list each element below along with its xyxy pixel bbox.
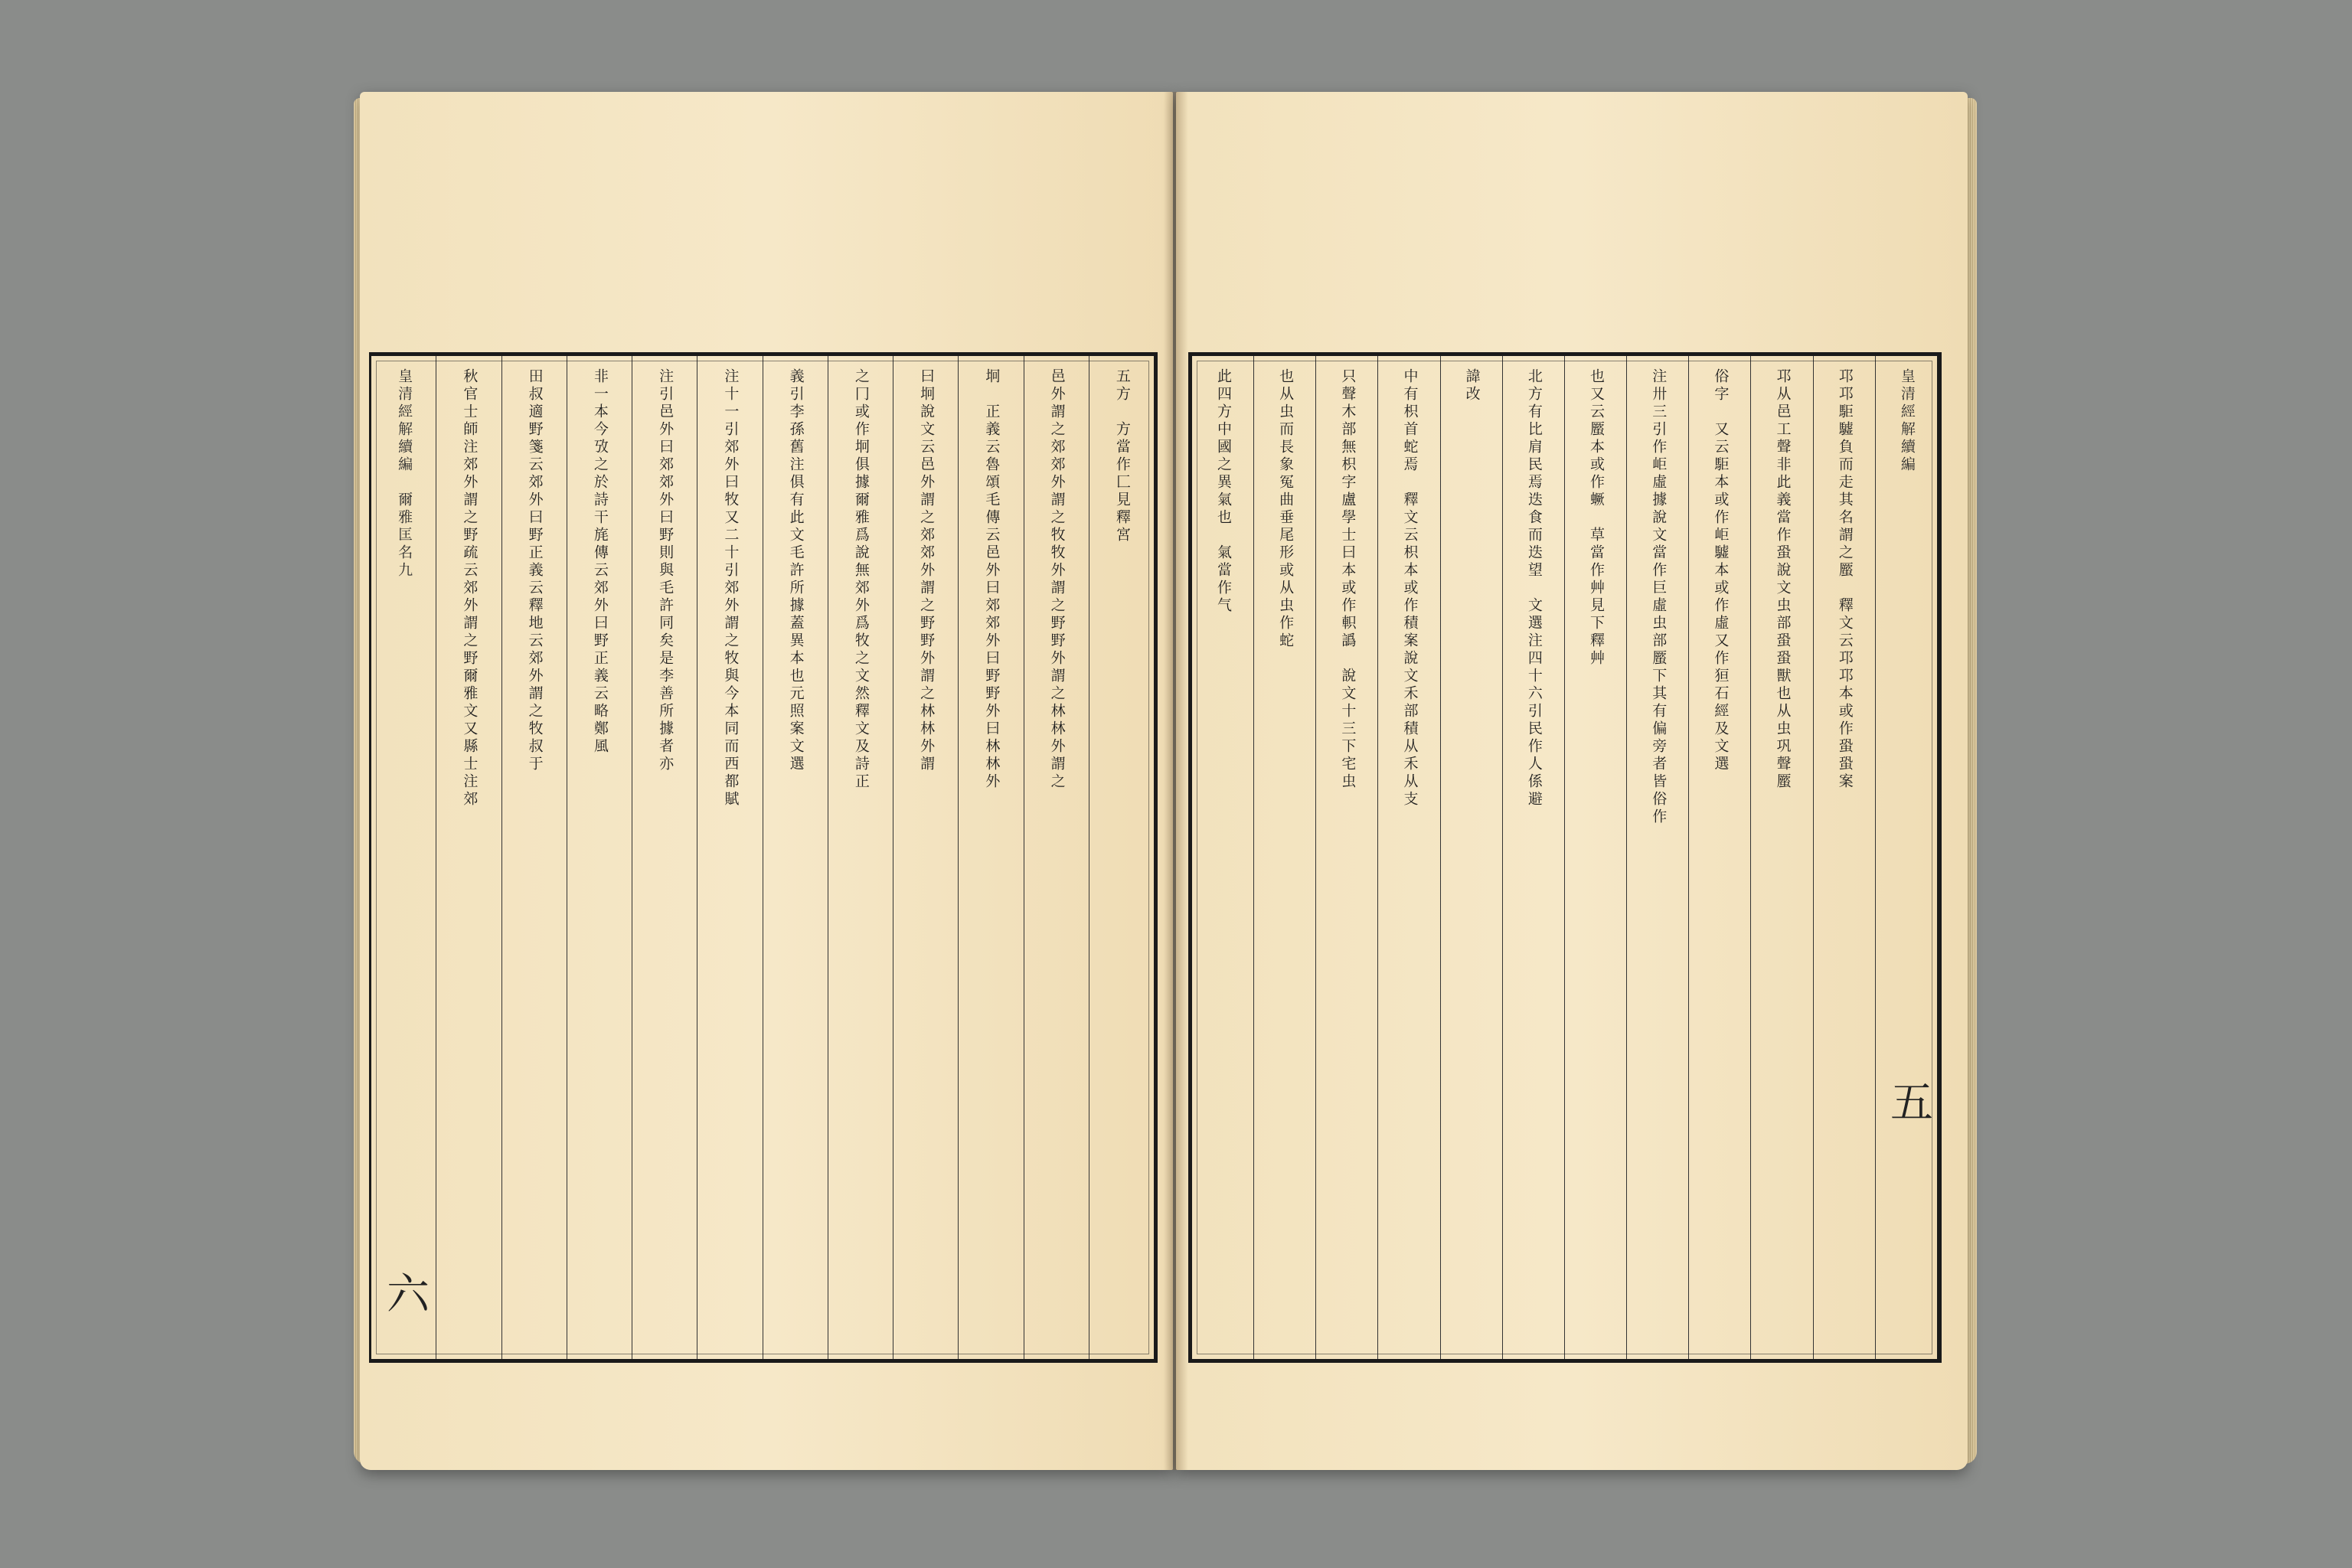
left-page-number: 六	[380, 1271, 430, 1314]
left-margin-subtitle-text: 爾雅匡名九	[396, 492, 413, 580]
left-col-7-text: 注十一引郊外曰牧又二十引郊外謂之牧與今本同而西都賦	[722, 368, 740, 808]
right-col-10-text: 也从虫而長象冤曲垂尾形或从虫作蛇	[1277, 368, 1295, 650]
left-col-3-text: 坰 正義云魯頌毛傳云邑外曰郊郊外曰野野外曰林林外	[983, 368, 1001, 791]
right-col-11-text: 此四方中國之異氣也 氣當作气	[1214, 368, 1232, 615]
right-col-3-text: 俗字 又云駏本或作岠驉本或作虛又作狟石經及文選	[1712, 368, 1730, 773]
right-col-5-text: 也又云蟨本或作蟩 草當作艸見下釋艸	[1588, 368, 1606, 668]
left-col-2	[1024, 356, 1089, 1359]
right-col-4-text: 注卅三引作岠虛據說文當作巨虛虫部蟨下其有偏旁者皆俗作	[1650, 368, 1668, 826]
right-col-4	[1626, 356, 1688, 1359]
right-col-8	[1377, 356, 1439, 1359]
right-col-9	[1315, 356, 1377, 1359]
left-margin-col	[371, 356, 436, 1359]
left-col-5	[828, 356, 893, 1359]
right-text-frame	[1188, 352, 1942, 1363]
right-col-10	[1253, 356, 1315, 1359]
right-col-7-text: 諱改	[1463, 368, 1481, 403]
left-col-9-text: 非一本今攷之於詩干旄傳云郊外曰野正義云略鄭風	[591, 368, 609, 756]
left-col-2-text: 邑外謂之郊郊外謂之牧牧外謂之野野外謂之林林外謂之	[1048, 368, 1066, 791]
right-col-6	[1502, 356, 1564, 1359]
left-col-3	[958, 356, 1023, 1359]
left-margin-title	[396, 368, 411, 1359]
left-col-9	[567, 356, 632, 1359]
left-col-4-text: 曰坰說文云邑外謂之郊郊外謂之野野外謂之林林外謂	[918, 368, 936, 773]
left-col-8	[632, 356, 697, 1359]
left-col-6	[763, 356, 828, 1359]
left-margin-title-text: 皇清經解續編	[396, 368, 413, 474]
right-col-8-text: 中有枳首蛇焉 釋文云枳本或作積案說文禾部積从禾从支	[1401, 368, 1419, 808]
left-col-1	[1089, 356, 1154, 1359]
right-col-5	[1564, 356, 1626, 1359]
right-margin-col	[1875, 356, 1937, 1359]
left-col-7	[697, 356, 762, 1359]
right-col-2-text: 邛从邑工聲非此義當作蛩說文虫部蛩蛩獸也从虫巩聲蟨	[1774, 368, 1792, 791]
right-col-1-text: 邛邛駏驉負而走其名謂之蟨 釋文云邛邛本或作蛩蛩案	[1836, 368, 1854, 791]
book-gutter	[1164, 92, 1188, 1470]
left-col-11-text: 秋官士師注郊外謂之野疏云郊外謂之野爾雅文又縣士注郊	[461, 368, 479, 808]
right-col-6-text: 北方有比肩民焉迭食而迭望 文選注四十六引民作人係避	[1525, 368, 1543, 808]
left-col-11	[436, 356, 501, 1359]
left-columns	[371, 356, 1154, 1359]
right-columns	[1192, 356, 1937, 1359]
left-col-6-text: 義引李孫舊注俱有此文毛許所據蓋異本也元照案文選	[787, 368, 805, 773]
left-col-1-text: 五方 方當作匚見釋宮	[1113, 368, 1131, 544]
right-col-1	[1813, 356, 1875, 1359]
right-page-number: 五	[1883, 1080, 1933, 1122]
left-col-10	[501, 356, 567, 1359]
right-col-9-text: 只聲木部無枳字盧學士曰本或作軹譌 說文十三下宅虫	[1339, 368, 1357, 791]
left-col-10-text: 田叔適野箋云郊外曰野正義云釋地云郊外謂之牧叔于	[526, 368, 544, 773]
right-margin-title: 皇清經解續編	[1898, 368, 1916, 474]
left-text-frame	[369, 352, 1158, 1363]
left-col-5-text: 之冂或作坰俱據爾雅爲說無郊外爲牧之文然釋文及詩正	[852, 368, 870, 791]
left-col-4	[893, 356, 958, 1359]
right-col-7	[1440, 356, 1502, 1359]
right-col-2	[1750, 356, 1812, 1359]
right-col-3	[1688, 356, 1750, 1359]
left-col-8-text: 注引邑外曰郊郊外曰野則與毛許同矣是李善所據者亦	[657, 368, 675, 773]
right-col-11	[1192, 356, 1253, 1359]
